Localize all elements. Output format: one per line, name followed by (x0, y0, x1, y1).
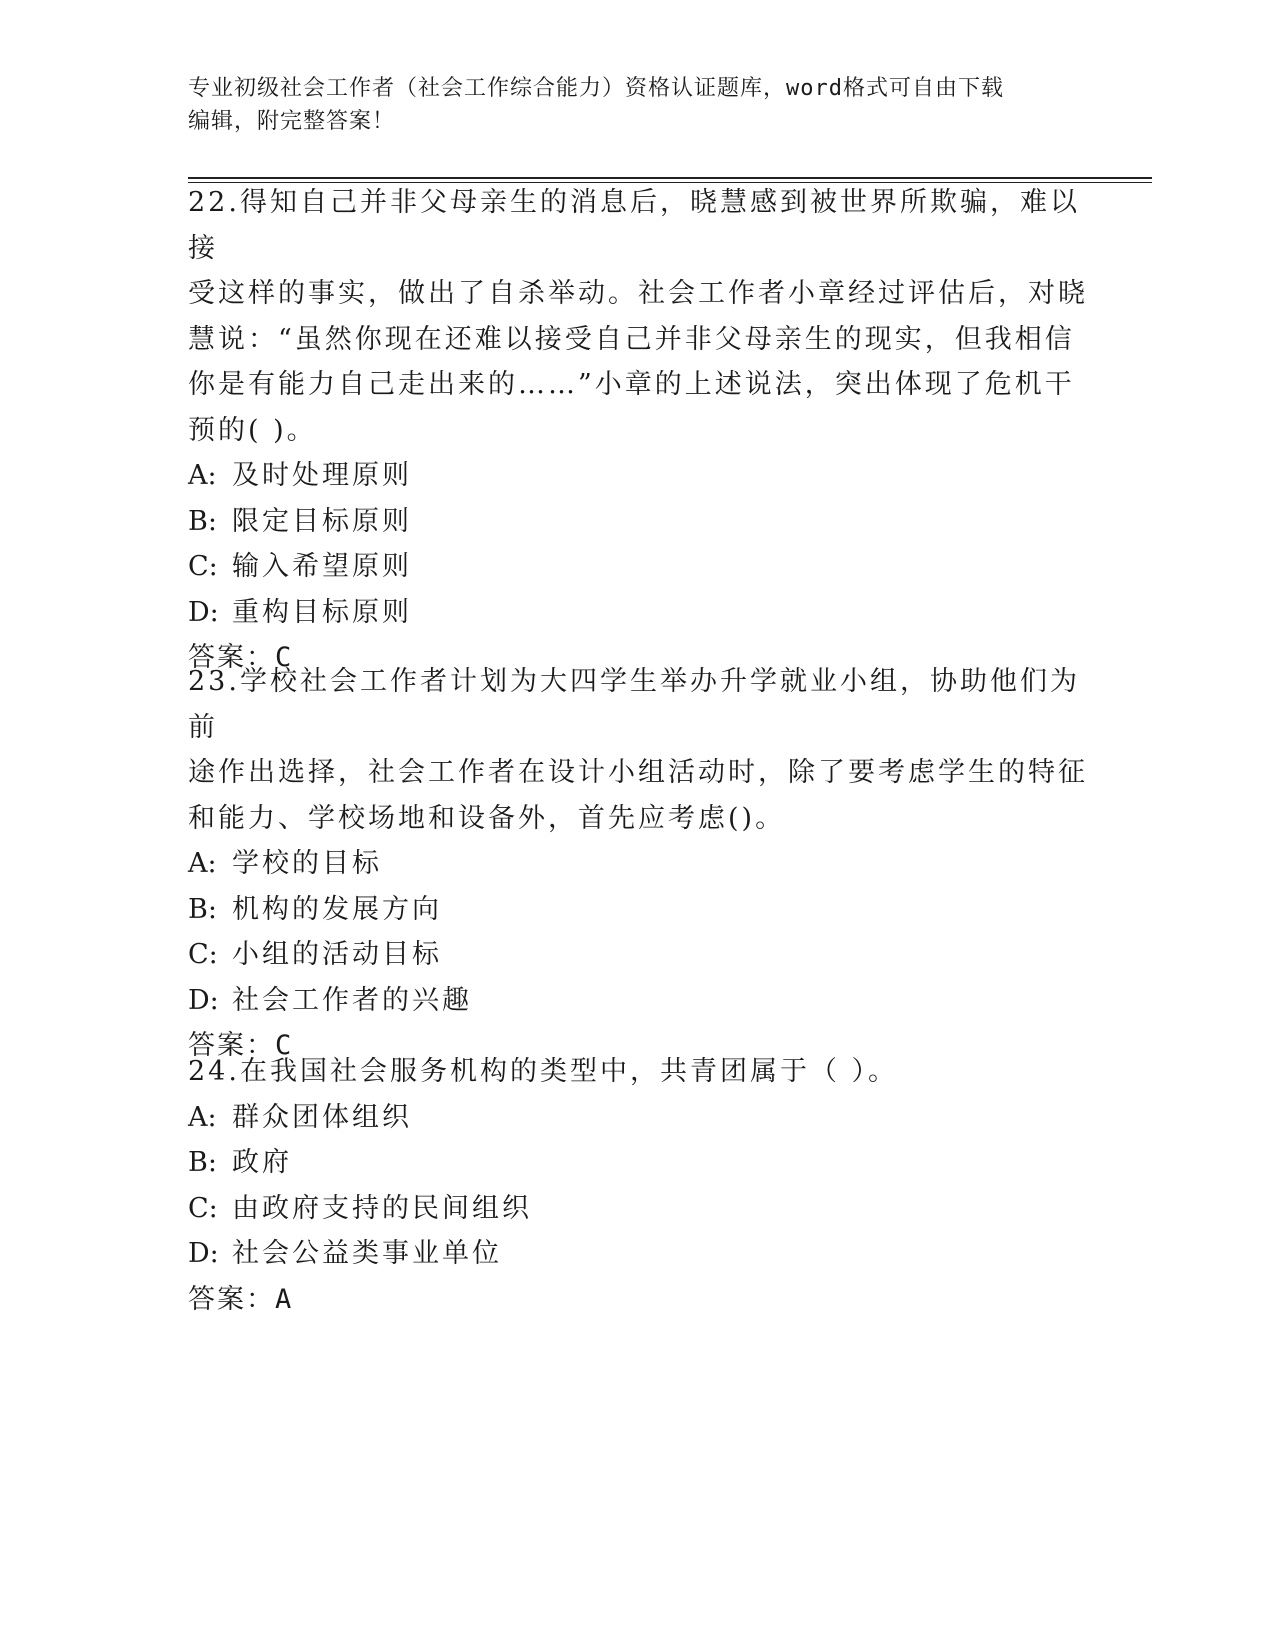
option-text: 小组的活动目标 (232, 939, 442, 970)
question-24 (188, 1049, 1088, 1322)
option-text: 机构的发展方向 (232, 893, 442, 925)
option-d (188, 590, 1088, 636)
option-text: 社会工作者的兴趣 (232, 984, 472, 1016)
answer-value: A (275, 1283, 294, 1315)
option-text: 重构目标原则 (232, 596, 412, 628)
option-letter: B: (188, 893, 217, 925)
question-stem (188, 659, 1088, 841)
option-a (188, 841, 1088, 887)
stem-line: 你是有能力自己走出来的……”小章的上述说法，突出体现了危机干 (188, 369, 1075, 400)
option-letter: B: (188, 1147, 217, 1178)
stem-line: 慧说：“虽然你现在还难以接受自己并非父母亲生的现实，但我相信 (188, 323, 1075, 355)
option-b (188, 1140, 1088, 1186)
header-line-1: 专业初级社会工作者（社会工作综合能力）资格认证题库，word格式可自由下载 (188, 76, 1004, 101)
option-a (188, 453, 1088, 499)
option-d (188, 1231, 1088, 1277)
stem-line: 途作出选择，社会工作者在设计小组活动时，除了要考虑学生的特征 (188, 757, 1088, 788)
option-text: 由政府支持的民间组织 (232, 1192, 532, 1224)
option-text: 及时处理原则 (232, 460, 412, 491)
option-c (188, 544, 1088, 590)
option-b (188, 887, 1088, 933)
option-letter: A: (188, 848, 217, 879)
option-letter: D: (188, 984, 219, 1016)
header-line-2: 编辑，附完整答案！ (188, 109, 396, 134)
answer-value: C (275, 1030, 294, 1061)
page-header (188, 72, 1068, 138)
option-b (188, 499, 1088, 545)
option-text: 社会公益类事业单位 (232, 1238, 502, 1269)
stem-line: 受这样的事实，做出了自杀举动。社会工作者小章经过评估后，对晓 (188, 278, 1088, 309)
answer-line (188, 1277, 1088, 1323)
stem-line: 预的( )。 (188, 414, 317, 446)
option-letter: C: (188, 1192, 218, 1224)
option-letter: A: (188, 460, 217, 491)
question-stem (188, 180, 1088, 453)
option-text: 政府 (232, 1147, 292, 1178)
option-text: 学校的目标 (232, 848, 382, 879)
option-c (188, 932, 1088, 978)
answer-label: 答案： (188, 1030, 275, 1061)
stem-line: 22.得知自己并非父母亲生的消息后，晓慧感到被世界所欺骗，难以接 (188, 187, 1080, 264)
option-letter: B: (188, 505, 217, 537)
answer-value: C (275, 642, 294, 673)
stem-line: 24.在我国社会服务机构的类型中，共青团属于（ ）。 (188, 1056, 899, 1087)
question-stem (188, 1049, 1088, 1095)
option-letter: D: (188, 1238, 219, 1269)
stem-line: 23.学校社会工作者计划为大四学生举办升学就业小组，协助他们为前 (188, 666, 1080, 743)
option-letter: C: (188, 551, 218, 582)
stem-line: 和能力、学校场地和设备外，首先应考虑()。 (188, 802, 786, 834)
answer-label: 答案： (188, 1283, 275, 1315)
option-letter: D: (188, 596, 219, 628)
answer-label: 答案： (188, 642, 275, 673)
option-a (188, 1095, 1088, 1141)
option-text: 限定目标原则 (232, 505, 412, 537)
option-c (188, 1186, 1088, 1232)
option-letter: C: (188, 939, 218, 970)
option-d (188, 978, 1088, 1024)
option-text: 输入希望原则 (232, 551, 412, 582)
question-22 (188, 180, 1088, 681)
question-23 (188, 659, 1088, 1069)
option-letter: A: (188, 1101, 217, 1133)
option-text: 群众团体组织 (232, 1101, 412, 1133)
